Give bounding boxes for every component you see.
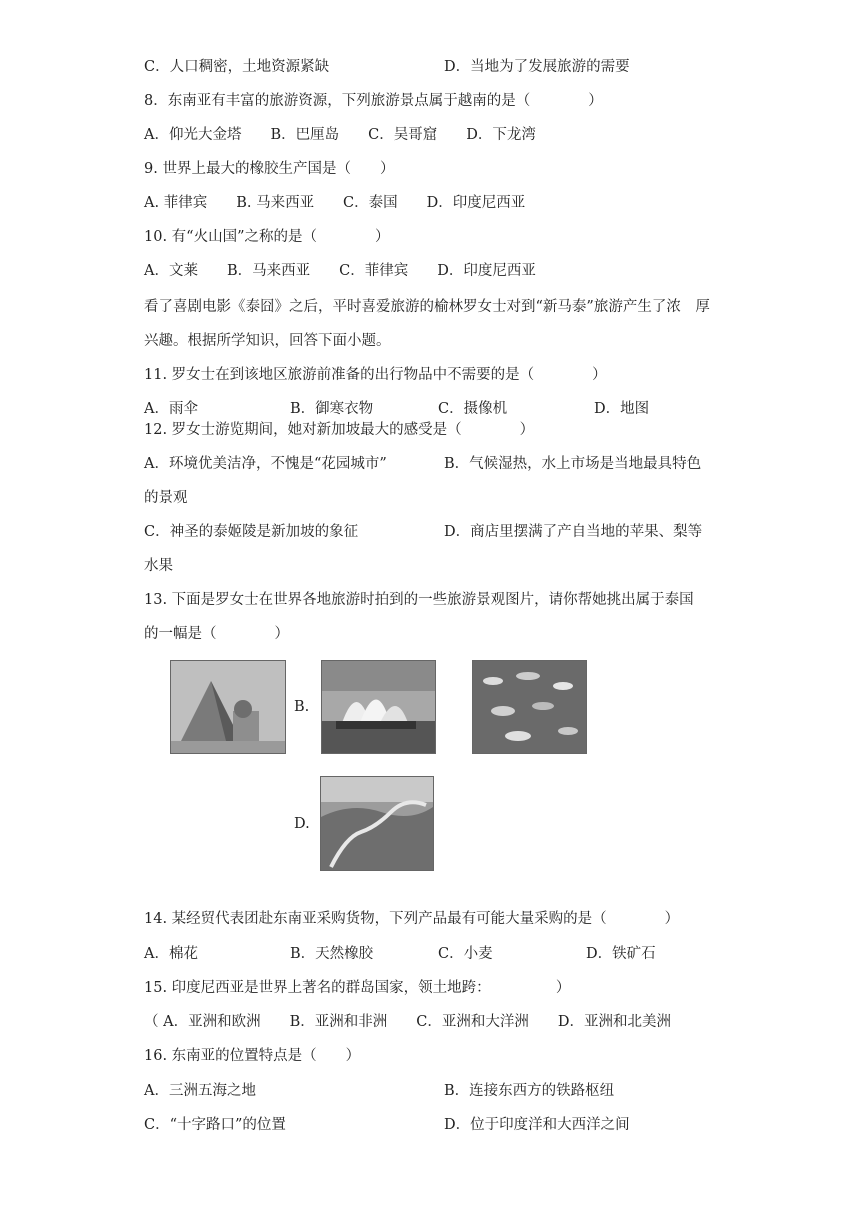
question-12-option-d-cont: 水果 xyxy=(144,558,173,574)
question-10-options: A．文莱 B．马来西亚 C．菲律宾 D．印度尼西亚 xyxy=(144,263,536,279)
question-12-option-c: C．神圣的泰姬陵是新加坡的象征 xyxy=(144,524,359,540)
question-11: 11. 罗女士在到该地区旅游前准备的出行物品中不需要的是（ ） xyxy=(144,367,607,383)
question-12-option-b: B．气候湿热，水上市场是当地最具特色 xyxy=(444,456,702,472)
passage-intro-line-2: 兴趣。根据所学知识，回答下面小题。 xyxy=(144,333,391,349)
question-11-option-a: A．雨伞 xyxy=(144,401,198,417)
question-16-option-b: B．连接东西方的铁路枢纽 xyxy=(444,1083,615,1099)
question-12-option-a: A．环境优美洁净，不愧是“花园城市” xyxy=(144,456,387,472)
question-15: 15. 印度尼西亚是世界上著名的群岛国家，领土地跨： ） xyxy=(144,980,571,996)
question-9-options: A. 菲律宾 B. 马来西亚 C．泰国 D．印度尼西亚 xyxy=(144,195,526,211)
q7-option-d: D．当地为了发展旅游的需要 xyxy=(444,59,630,75)
question-16-option-c: C．“十字路口”的位置 xyxy=(144,1117,286,1133)
great-wall-photo xyxy=(320,776,434,871)
question-12: 12. 罗女士游览期间，她对新加坡最大的感受是（ ） xyxy=(144,422,535,438)
pyramids-sphinx-photo xyxy=(170,660,286,754)
passage-intro-line-1: 看了喜剧电影《泰囧》之后，平时喜爱旅游的榆林罗女士对到“新马泰”旅游产生了浓 厚 xyxy=(144,299,710,315)
question-11-option-c: C．摄像机 xyxy=(438,401,508,417)
question-16-option-d: D．位于印度洋和大西洋之间 xyxy=(444,1117,630,1133)
question-14: 14. 某经贸代表团赴东南亚采购货物，下列产品最有可能大量采购的是（ ） xyxy=(144,911,680,927)
image-label-d: D. xyxy=(294,816,310,832)
question-14-option-b: B．天然橡胶 xyxy=(290,946,374,962)
question-11-option-d: D．地图 xyxy=(594,401,650,417)
question-11-option-b: B．御寒衣物 xyxy=(290,401,374,417)
question-13: 13. 下面是罗女士在世界各地旅游时拍到的一些旅游景观图片，请你帮她挑出属于泰国 xyxy=(144,592,694,608)
question-13-cont: 的一幅是（ ） xyxy=(144,626,289,642)
question-14-option-a: A．棉花 xyxy=(144,946,198,962)
q7-option-c: C．人口稠密，土地资源紧缺 xyxy=(144,59,330,75)
question-14-option-d: D．铁矿石 xyxy=(586,946,656,962)
sydney-opera-house-photo xyxy=(321,660,436,754)
question-12-option-b-cont: 的景观 xyxy=(144,490,188,506)
question-15-options: （ A．亚洲和欧洲 B．亚洲和非洲 C．亚洲和大洋洲 D．亚洲和北美洲 xyxy=(144,1014,671,1030)
question-8: 8．东南亚有丰富的旅游资源，下列旅游景点属于越南的是（ ） xyxy=(144,93,603,109)
question-14-option-c: C．小麦 xyxy=(438,946,493,962)
floating-market-photo xyxy=(472,660,587,754)
question-9: 9. 世界上最大的橡胶生产国是（ ） xyxy=(144,161,395,177)
question-16: 16. 东南亚的位置特点是（ ） xyxy=(144,1048,361,1064)
question-8-options: A．仰光大金塔 B．巴厘岛 C．吴哥窟 D．下龙湾 xyxy=(144,127,536,143)
image-label-b: B. xyxy=(294,699,310,715)
question-12-option-d: D．商店里摆满了产自当地的苹果、梨等 xyxy=(444,524,703,540)
question-10: 10. 有“火山国”之称的是（ ） xyxy=(144,229,390,245)
question-16-option-a: A．三洲五海之地 xyxy=(144,1083,256,1099)
